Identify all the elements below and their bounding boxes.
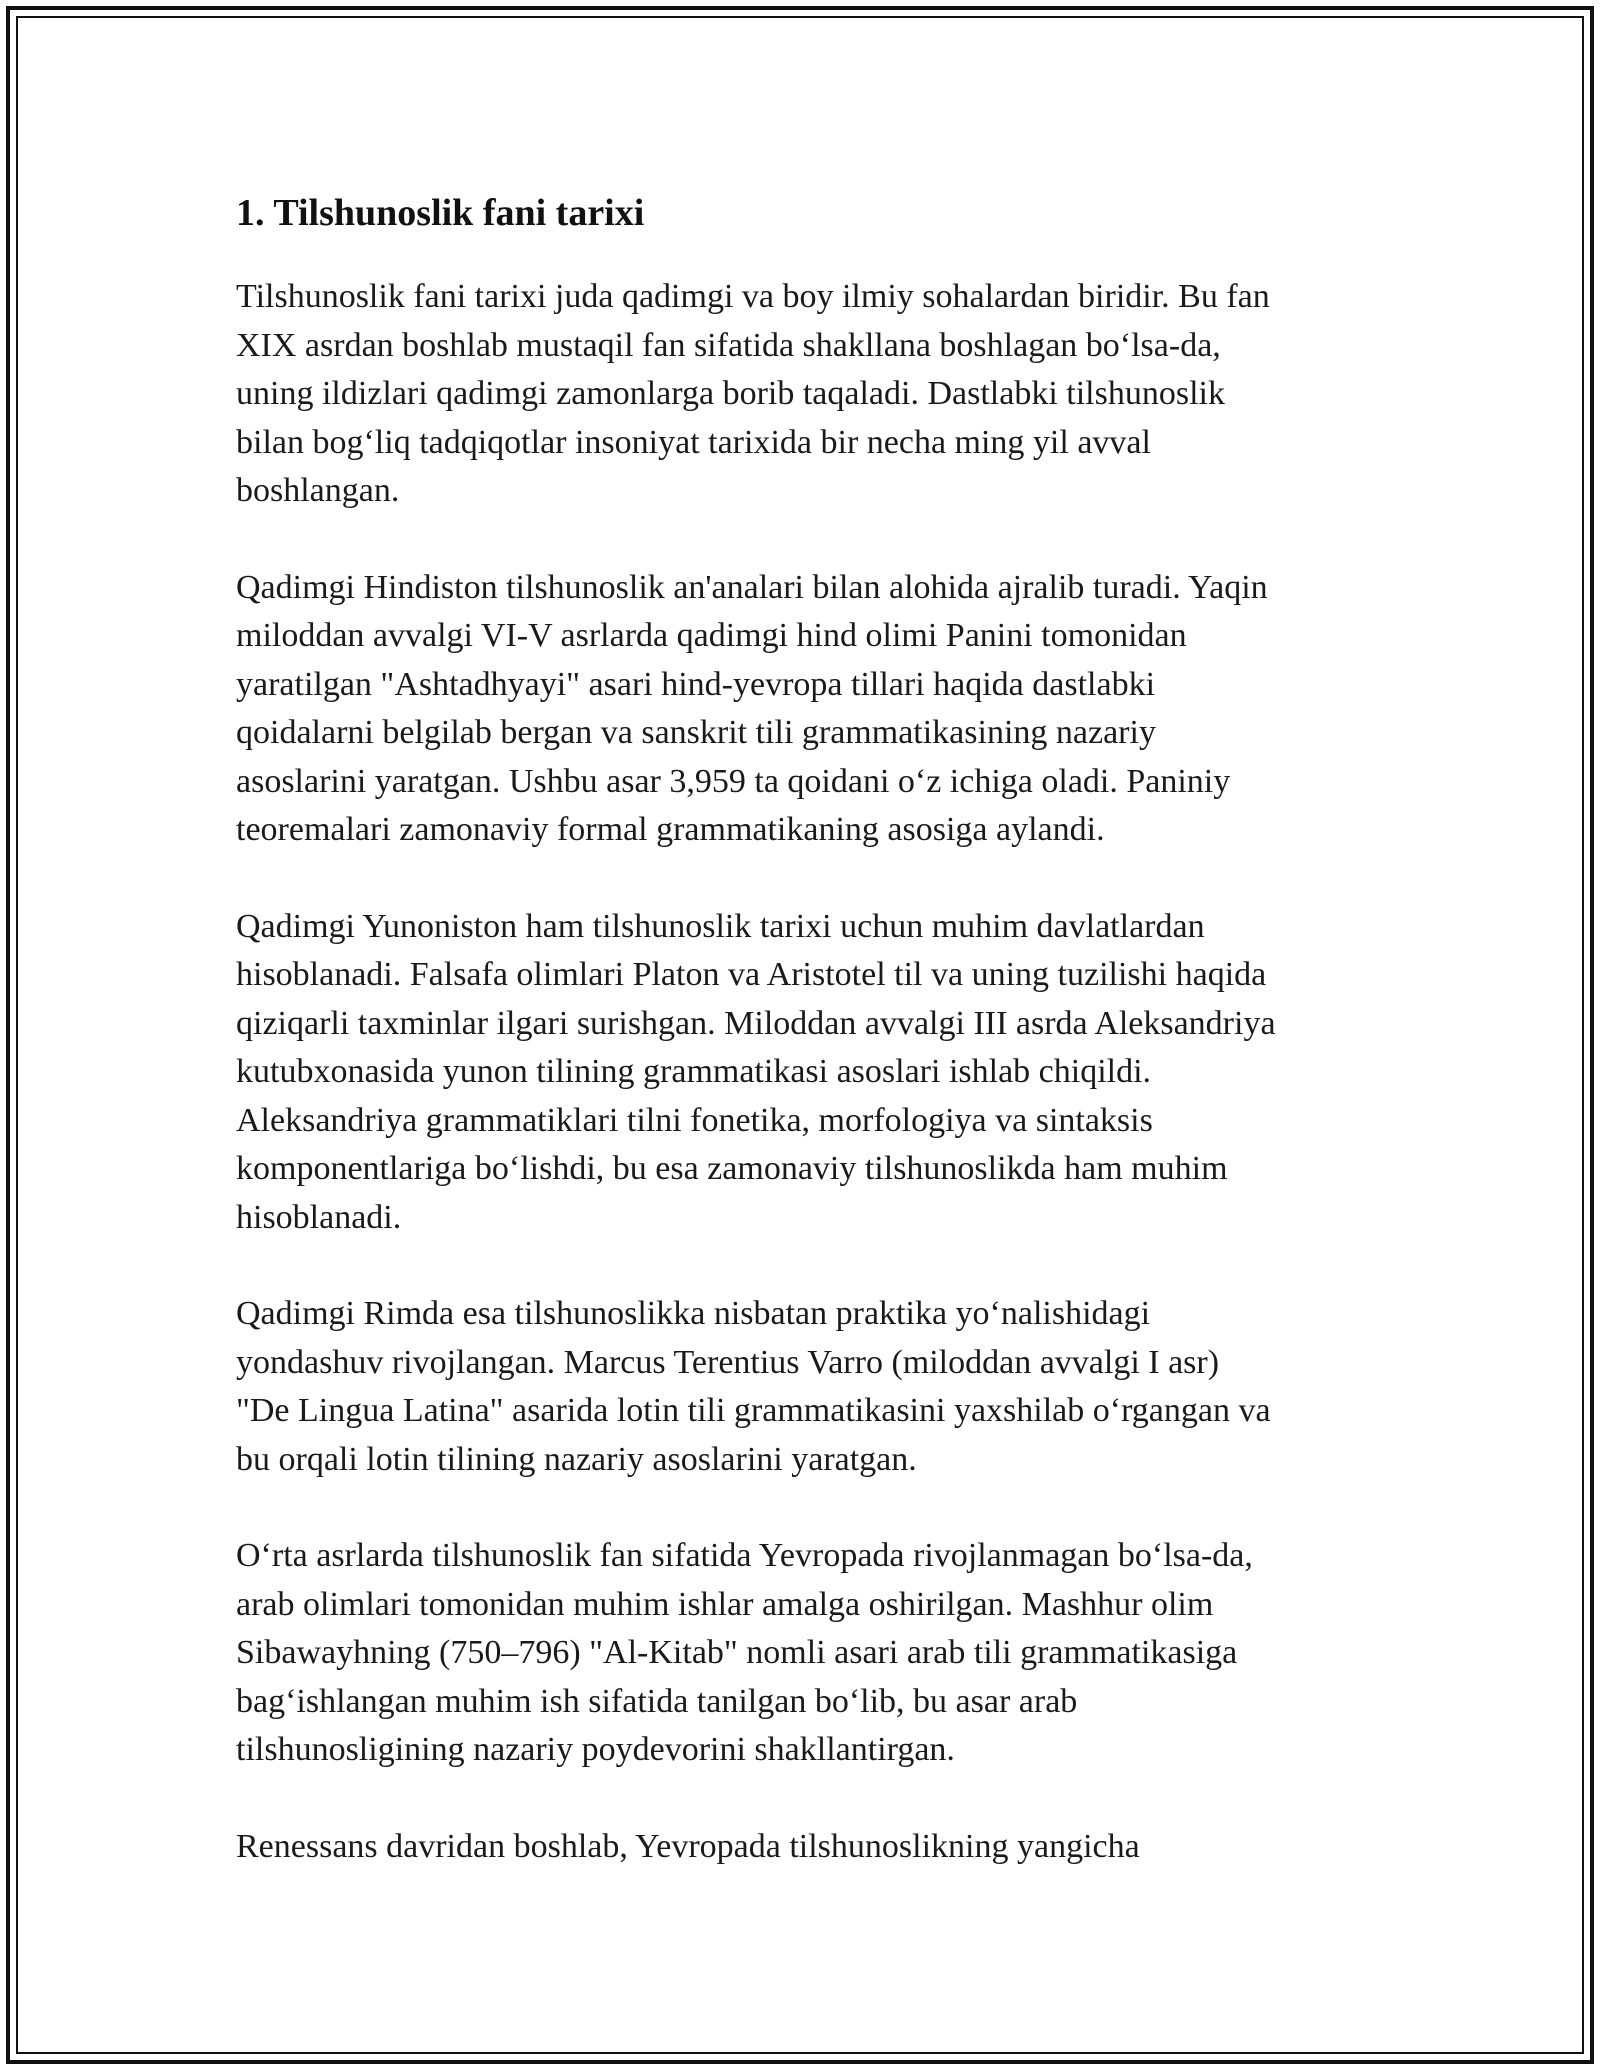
paragraph-india: Qadimgi Hindiston tilshunoslik an'analari bilan alohida ajralib turadi. Yaqin miloddan avvalgi VI-V asrlarda qadimgi hind olimi Panini tomonidan yaratilgan "Ashtadhyayi" asari hind-yevropa tillari haqida dastlabki qoidalarni belgilab bergan va sanskrit tili grammatikasining nazariy asoslarini yaratgan. Ushbu asar 3,959 ta qoidani o‘z ichiga oladi. Paniniy teoremalari zamonaviy formal grammatikaning asosiga aylandi. <box>236 568 1268 848</box>
document-body <box>236 187 1376 1919</box>
paragraph-intro: Tilshunoslik fani tarixi juda qadimgi va boy ilmiy sohalardan biridir. Bu fan XIX asrdan boshlab mustaqil fan sifatida shakllana boshlagan bo‘lsa-da, uning ildizlari qadimgi zamonlarga borib taqaladi. Dastlabki tilshunoslik bilan bog‘liq tadqiqotlar insoniyat tarixida bir necha ming yil avval boshlangan. <box>236 278 1270 509</box>
paragraph-greece: Qadimgi Yunoniston ham tilshunoslik tarixi uchun muhim davlatlardan hisoblanadi. Falsafa olimlari Platon va Aristotel til va uning tuzilishi haqida qiziqarli taxminlar ilgari surishgan. Miloddan avvalgi III asrda Aleksandriya kutubxonasida yunon tilining grammatikasi asoslari ishlab chiqildi. Aleksandriya grammatiklari tilni fonetika, morfologiya va sintaksis komponentlariga bo‘lishdi, bu esa zamonaviy tilshunoslikda ham muhim hisoblanadi. <box>236 907 1276 1236</box>
paragraph-renaissance: Renessans davridan boshlab, Yevropada tilshunoslikning yangicha <box>236 1827 1140 1865</box>
paragraph-rome: Qadimgi Rimda esa tilshunoslikka nisbatan praktika yo‘nalishidagi yondashuv rivojlangan. Marcus Terentius Varro (miloddan avvalgi I asr) "De Lingua Latina" asarida lotin tili grammatikasini yaxshilab o‘rgangan va bu orqali lotin tilining nazariy asoslarini yaratgan. <box>236 1295 1271 1478</box>
section-heading: 1. Tilshunoslik fani tarixi <box>236 192 645 234</box>
paragraph-middle-ages: O‘rta asrlarda tilshunoslik fan sifatida Yevropada rivojlanmagan bo‘lsa-da, arab olimlari tomonidan muhim ishlar amalga oshirilgan. Mashhur olim Sibawayhning (750–796) "Al-Kitab" nomli asari arab tili grammatikasiga bag‘ishlangan muhim ish sifatida tanilgan bo‘lib, bu asar arab tilshunosligining nazariy poydevorini shakllantirgan. <box>236 1537 1253 1768</box>
